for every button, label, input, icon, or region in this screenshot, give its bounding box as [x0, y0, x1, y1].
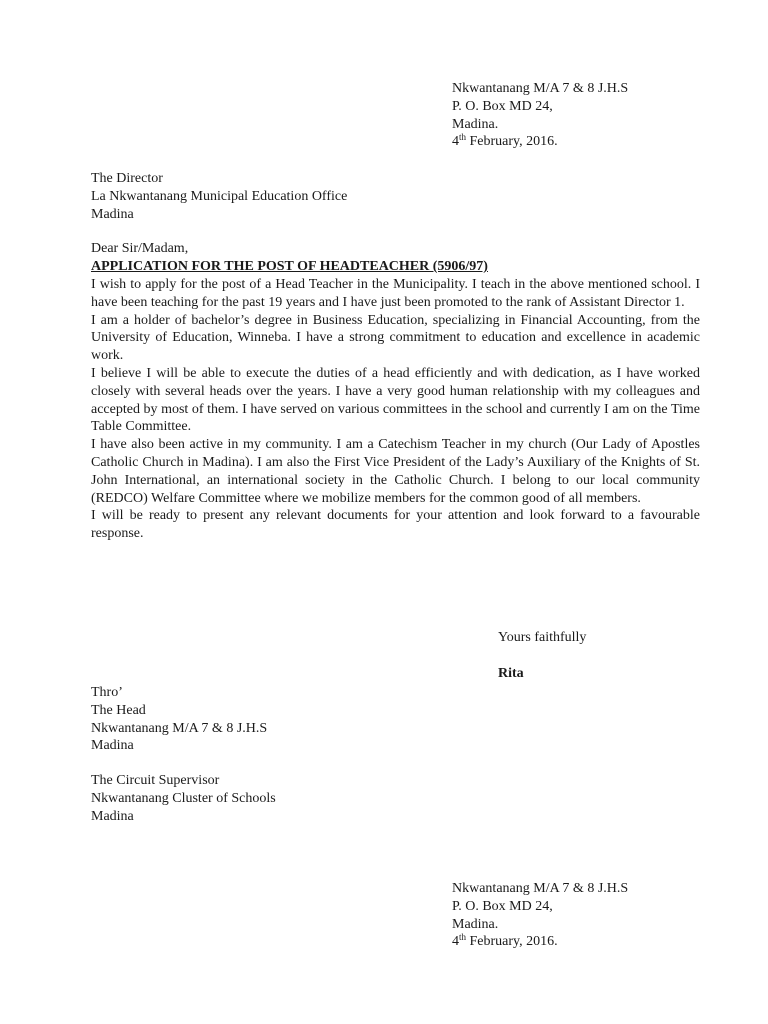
letter-date [452, 133, 628, 151]
through-school: Nkwantanang M/A 7 & 8 J.H.S [91, 720, 268, 736]
subject-heading: APPLICATION FOR THE POST OF HEADTEACHER (5906/97) [91, 259, 488, 274]
letter-date [452, 933, 628, 951]
signature-name: Rita [498, 666, 524, 681]
recipient-title: The Director [91, 171, 163, 186]
salutation: Dear Sir/Madam, [91, 241, 189, 256]
sender-po-box: P. O. Box MD 24, [452, 898, 553, 914]
paragraph: I wish to apply for the post of a Head Teacher in the Municipality. I teach in the above mentioned school. I have been teaching for the past 19 years and I have just been promoted to the rank of Assistant Director 1. [91, 277, 700, 310]
paragraph: I will be ready to present any relevant documents for your attention and look forward to a favourable response. [91, 508, 700, 542]
paragraph: I have also been active in my community. I am a Catechism Teacher in my church (Our Lady of Apostles Catholic Church in Madina). I am also the First Vice President of the Lady’s Auxiliary of the Knights of St. John International, an international society in the Catholic Church. I belong to our local community (REDCO) Welfare Committee where we mobilize members for the common good of all members. [91, 437, 700, 506]
through-address [91, 684, 267, 755]
date-month-year: February, 2016. [466, 934, 558, 950]
through-title: The Head [91, 702, 146, 718]
through-town: Madina [91, 738, 134, 754]
recipient-town: Madina [91, 206, 134, 222]
circuit-cluster: Nkwantanang Cluster of Schools [91, 790, 276, 806]
recipient-address [91, 170, 347, 223]
closing: Yours faithfully [498, 630, 587, 645]
paragraph: I am a holder of bachelor’s degree in Business Education, specializing in Financial Accounting, from the University of Education, Winneba. I have a strong commitment to education and excellence in academic work. [91, 312, 700, 364]
date-suffix: th [459, 132, 467, 143]
sender-address-bottom [452, 880, 628, 951]
circuit-town: Madina [91, 808, 134, 824]
paragraph: I believe I will be able to execute the duties of a head efficiently and with dedication, as I have worked closely with several heads over the years. I have a very good human relationship with my colleagues and accepted by most of them. I have served on various committees in the school and currently I am on the Time Table Committee. [91, 365, 700, 435]
circuit-title: The Circuit Supervisor [91, 773, 220, 788]
sender-town: Madina. [452, 116, 499, 132]
sender-school: Nkwantanang M/A 7 & 8 J.H.S [452, 81, 629, 96]
date-suffix: th [459, 932, 467, 943]
sender-po-box: P. O. Box MD 24, [452, 98, 553, 114]
sender-address-top [452, 80, 628, 151]
date-month-year: February, 2016. [466, 134, 558, 150]
through-label: Thro’ [91, 685, 123, 700]
sender-town: Madina. [452, 916, 499, 932]
letter-body [91, 276, 700, 543]
recipient-office: La Nkwantanang Municipal Education Office [91, 188, 348, 204]
sender-school: Nkwantanang M/A 7 & 8 J.H.S [452, 881, 629, 896]
date-day: 4 [452, 134, 459, 150]
circuit-address [91, 772, 276, 825]
date-day: 4 [452, 934, 459, 950]
